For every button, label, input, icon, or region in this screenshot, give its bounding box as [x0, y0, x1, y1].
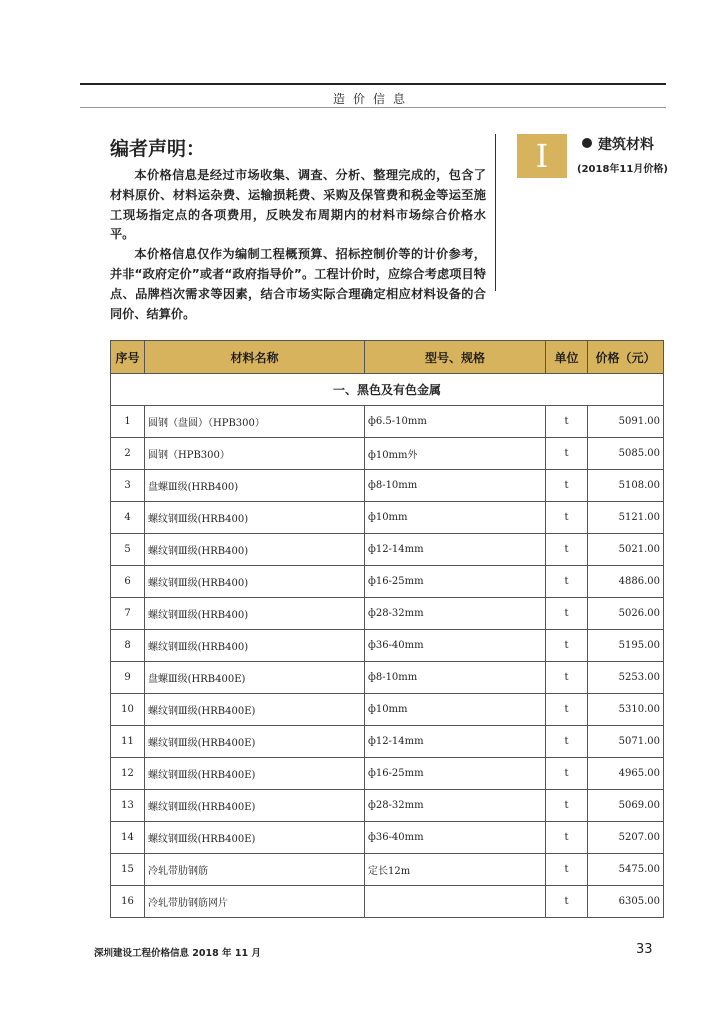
statement-paragraph-1: 本价格信息是经过市场收集、调查、分析、整理完成的，包含了材料原价、材料运杂费、运输损耗费、采购及保管费和税金等运至施工现场指定点的各项费用，反映发布周期内的材料市场综合价格水平。 [110, 168, 486, 242]
cell-price: 5026.00 [588, 598, 664, 630]
cell-name: 冷轧带肋钢筋网片 [145, 886, 365, 918]
price-table [110, 340, 664, 918]
cell-spec: ф10mm [365, 502, 546, 534]
cell-unit: t [546, 662, 588, 694]
cell-unit: t [546, 694, 588, 726]
table-row [111, 790, 664, 822]
cell-name: 冷轧带肋钢筋 [145, 854, 365, 886]
editor-statement-title: 编者声明： [110, 138, 206, 160]
cell-spec: ф36-40mm [365, 630, 546, 662]
cell-spec [365, 886, 546, 918]
cell-price: 5475.00 [588, 854, 664, 886]
cell-spec: ф10mm外 [365, 438, 546, 470]
cell-spec: ф8-10mm [365, 470, 546, 502]
table-row [111, 854, 664, 886]
cell-unit: t [546, 854, 588, 886]
header-name: 材料名称 [145, 341, 365, 374]
cell-name: 盘螺Ⅲ级(HRB400E) [145, 662, 365, 694]
header-no: 序号 [111, 341, 145, 374]
cell-price: 5121.00 [588, 502, 664, 534]
cell-no: 6 [111, 566, 145, 598]
header-spec: 型号、规格 [365, 341, 546, 374]
cell-unit: t [546, 758, 588, 790]
table-row [111, 662, 664, 694]
table-row [111, 438, 664, 470]
table-row [111, 758, 664, 790]
cell-price: 4965.00 [588, 758, 664, 790]
cell-no: 14 [111, 822, 145, 854]
table-row [111, 502, 664, 534]
cell-spec: 定长12m [365, 854, 546, 886]
footer-publication: 深圳建设工程价格信息 2018 年 11 月 [94, 948, 261, 959]
cell-spec: ф8-10mm [365, 662, 546, 694]
table-row [111, 630, 664, 662]
cell-name: 螺纹钢Ⅲ级(HRB400E) [145, 822, 365, 854]
cell-unit: t [546, 630, 588, 662]
cell-unit: t [546, 726, 588, 758]
bullet-dot-icon [582, 138, 592, 148]
cell-price: 5085.00 [588, 438, 664, 470]
cell-name: 圆钢（盘圆）（HPB300） [145, 406, 365, 438]
cell-spec: ф12-14mm [365, 534, 546, 566]
cell-unit: t [546, 470, 588, 502]
section-row [111, 374, 664, 406]
cell-name: 螺纹钢Ⅲ级(HRB400E) [145, 726, 365, 758]
cell-unit: t [546, 534, 588, 566]
table-row [111, 598, 664, 630]
cell-spec: ф10mm [365, 694, 546, 726]
cell-no: 5 [111, 534, 145, 566]
table-row [111, 694, 664, 726]
cell-spec: ф28-32mm [365, 790, 546, 822]
cell-no: 12 [111, 758, 145, 790]
header-unit: 单位 [546, 341, 588, 374]
cell-name: 螺纹钢Ⅲ级(HRB400) [145, 566, 365, 598]
cell-unit: t [546, 502, 588, 534]
header-top-rule [80, 83, 666, 85]
cell-unit: t [546, 598, 588, 630]
cell-unit: t [546, 406, 588, 438]
cell-name: 螺纹钢Ⅲ级(HRB400) [145, 502, 365, 534]
cell-spec: ф28-32mm [365, 598, 546, 630]
cell-spec: ф16-25mm [365, 758, 546, 790]
section-roman-numeral: I [517, 134, 567, 178]
cell-name: 圆钢（HPB300） [145, 438, 365, 470]
cell-unit: t [546, 438, 588, 470]
cell-unit: t [546, 886, 588, 918]
running-header-title: 造价信息 [332, 92, 413, 106]
cell-price: 5253.00 [588, 662, 664, 694]
vertical-divider [495, 134, 496, 291]
editor-statement-body [110, 166, 486, 324]
header-bottom-rule [80, 107, 666, 108]
cell-name: 螺纹钢Ⅲ级(HRB400) [145, 630, 365, 662]
cell-price: 5071.00 [588, 726, 664, 758]
cell-price: 5021.00 [588, 534, 664, 566]
cell-spec: ф16-25mm [365, 566, 546, 598]
cell-no: 7 [111, 598, 145, 630]
cell-spec: ф6.5-10mm [365, 406, 546, 438]
header-price: 价格（元） [588, 341, 664, 374]
table-row [111, 534, 664, 566]
table-row [111, 886, 664, 918]
cell-price: 4886.00 [588, 566, 664, 598]
table-header-row [111, 341, 664, 374]
cell-no: 1 [111, 406, 145, 438]
cell-name: 螺纹钢Ⅲ级(HRB400E) [145, 758, 365, 790]
cell-price: 5195.00 [588, 630, 664, 662]
table-row [111, 406, 664, 438]
category-title-text: 建筑材料 [598, 137, 654, 153]
cell-price: 5207.00 [588, 822, 664, 854]
table-row [111, 822, 664, 854]
cell-no: 13 [111, 790, 145, 822]
cell-no: 9 [111, 662, 145, 694]
table-row [111, 726, 664, 758]
cell-spec: ф36-40mm [365, 822, 546, 854]
cell-price: 5310.00 [588, 694, 664, 726]
cell-name: 螺纹钢Ⅲ级(HRB400E) [145, 790, 365, 822]
cell-no: 4 [111, 502, 145, 534]
section-title: 一、黑色及有色金属 [111, 374, 664, 406]
cell-no: 16 [111, 886, 145, 918]
cell-price: 6305.00 [588, 886, 664, 918]
category-subtitle: (2018年11月价格) [577, 164, 668, 175]
page-number: 33 [636, 942, 653, 957]
cell-spec: ф12-14mm [365, 726, 546, 758]
cell-no: 3 [111, 470, 145, 502]
cell-name: 螺纹钢Ⅲ级(HRB400E) [145, 694, 365, 726]
category-title [582, 134, 654, 154]
statement-paragraph-2: 本价格信息仅作为编制工程概预算、招标控制价等的计价参考，并非“政府定价”或者“政府指导价”。工程计价时，应综合考虑项目特点、品牌档次需求等因素，结合市场实际合理确定相应材料设备的合同价、结算价。 [110, 247, 486, 321]
cell-name: 螺纹钢Ⅲ级(HRB400) [145, 598, 365, 630]
cell-price: 5108.00 [588, 470, 664, 502]
cell-name: 螺纹钢Ⅲ级(HRB400) [145, 534, 365, 566]
cell-no: 11 [111, 726, 145, 758]
cell-unit: t [546, 566, 588, 598]
cell-unit: t [546, 822, 588, 854]
cell-no: 2 [111, 438, 145, 470]
cell-no: 8 [111, 630, 145, 662]
cell-no: 15 [111, 854, 145, 886]
table-row [111, 566, 664, 598]
cell-name: 盘螺Ⅲ级(HRB400) [145, 470, 365, 502]
cell-no: 10 [111, 694, 145, 726]
cell-price: 5069.00 [588, 790, 664, 822]
cell-unit: t [546, 790, 588, 822]
table-row [111, 470, 664, 502]
cell-price: 5091.00 [588, 406, 664, 438]
